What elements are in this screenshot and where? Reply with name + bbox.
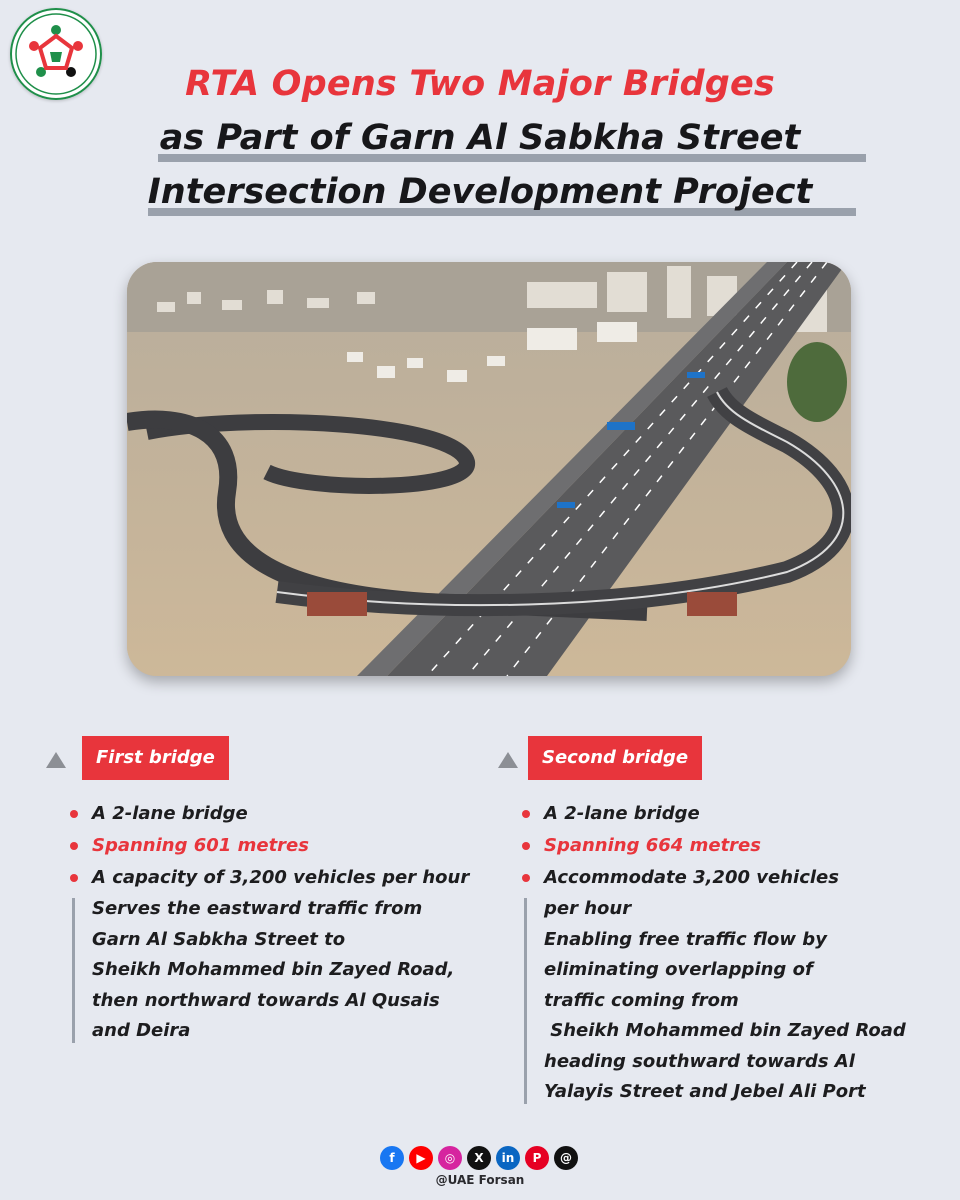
first-bridge-label: First bridge [82, 736, 229, 780]
youtube-icon[interactable]: ▶ [409, 1146, 433, 1170]
description-line: and Deira [92, 1020, 191, 1041]
facebook-icon[interactable]: f [380, 1146, 404, 1170]
first-bridge-capacity: A capacity of 3,200 vehicles per hour [70, 862, 469, 894]
page-title-line-3: Intersection Development Project [147, 172, 813, 212]
second-bridge-capacity: Accommodate 3,200 vehicles [522, 862, 906, 894]
second-bridge-description [522, 894, 906, 1108]
description-divider [524, 898, 527, 1104]
description-line: Garn Al Sabkha Street to [92, 928, 346, 950]
bullet-dot-icon [70, 874, 78, 882]
aerial-bridge-photo [127, 262, 851, 676]
bullet-dot-icon [522, 874, 530, 882]
bullet-dot-icon [522, 810, 530, 818]
first-bridge-lanes: A 2-lane bridge [70, 798, 469, 830]
description-line: Serves the eastward traffic from [92, 898, 423, 919]
bullet-dot-icon [522, 842, 530, 850]
second-bridge-label: Second bridge [528, 736, 702, 780]
page-title-line-1: RTA Opens Two Major Bridges [185, 64, 775, 104]
second-bridge-lanes: A 2-lane bridge [522, 798, 906, 830]
second-bridge-span: Spanning 664 metres [522, 830, 906, 862]
instagram-icon[interactable]: ◎ [438, 1146, 462, 1170]
description-line: heading southward towards Al [544, 1050, 855, 1072]
description-line: then northward towards Al Qusais [92, 989, 440, 1011]
description-divider [72, 898, 75, 1043]
description-line: per hour [544, 898, 632, 919]
triangle-bullet-icon [46, 752, 66, 768]
description-line: Enabling free traffic flow by [544, 928, 827, 950]
threads-icon[interactable]: @ [554, 1146, 578, 1170]
x-icon[interactable]: X [467, 1146, 491, 1170]
description-line: Sheikh Mohammed bin Zayed Road, [92, 959, 455, 980]
description-line: traffic coming from [544, 989, 739, 1011]
page-title-line-2: as Part of Garn Al Sabkha Street [159, 118, 801, 158]
bullet-dot-icon [70, 842, 78, 850]
description-line: Sheikh Mohammed bin Zayed Road [544, 1020, 906, 1041]
first-bridge-span: Spanning 601 metres [70, 830, 469, 862]
first-bridge-description [70, 894, 469, 1047]
pinterest-icon[interactable]: P [525, 1146, 549, 1170]
linkedin-icon[interactable]: in [496, 1146, 520, 1170]
description-line: eliminating overlapping of [544, 959, 813, 980]
bullet-dot-icon [70, 810, 78, 818]
description-line: Yalayis Street and Jebel Ali Port [544, 1081, 866, 1102]
social-handle: @UAE Forsan [435, 1173, 525, 1187]
triangle-bullet-icon [498, 752, 518, 768]
